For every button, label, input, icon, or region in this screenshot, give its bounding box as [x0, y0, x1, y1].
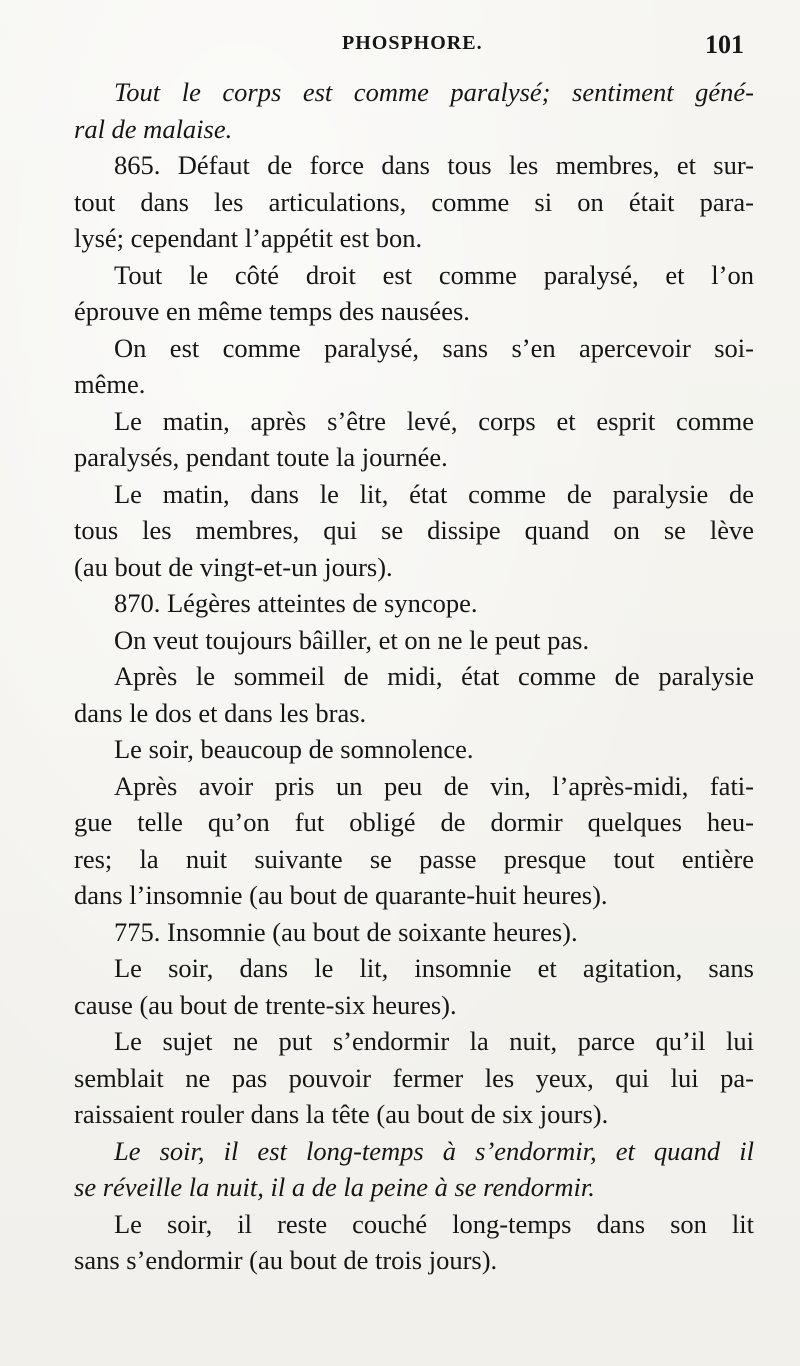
text-line: Le soir, dans le lit, insomnie et agitation, sans [114, 953, 754, 983]
text-line: raissaient rouler dans la tête (au bout de six jours). [74, 1099, 609, 1129]
text-line: paralysés, pendant toute la journée. [74, 442, 448, 472]
text-line: Tout le côté droit est comme paralysé, et l’on [114, 259, 754, 290]
page-header [0, 28, 800, 64]
text-line: On veut toujours bâiller, et on ne le peut pas. [114, 624, 590, 655]
text-line: tous les membres, qui se dissipe quand on se lève [74, 515, 754, 545]
text-line: Le soir, il est long-temps à s’endormir, et quand il [114, 1135, 754, 1166]
text-line: (au bout de vingt-et-un jours). [74, 551, 393, 582]
text-line: ral de malaise. [74, 113, 233, 144]
text-line: 865. Défaut de force dans tous les membres, et sur- [114, 150, 754, 180]
text-line: même. [74, 369, 146, 399]
text-line: lysé; cependant l’appétit est bon. [74, 223, 423, 253]
text-line: dans l’insomnie (au bout de quarante-huit heures). [74, 880, 608, 910]
running-title: PHOSPHORE. [342, 32, 483, 54]
text-line: 775. Insomnie (au bout de soixante heures). [114, 916, 578, 947]
text-line: On est comme paralysé, sans s’en apercevoir soi- [114, 332, 754, 363]
text-line: Le soir, il reste couché long-temps dans son lit [114, 1208, 754, 1239]
text-line: Tout le corps est comme paralysé; sentiment géné- [114, 77, 754, 107]
text-line: sans s’endormir (au bout de trois jours). [74, 1245, 498, 1275]
text-line: Le sujet ne put s’endormir la nuit, parce qu’il lui [114, 1026, 754, 1056]
text-line: semblait ne pas pouvoir fermer les yeux, qui lui pa- [74, 1062, 754, 1093]
page-number: 101 [705, 30, 744, 59]
text-line: Le matin, après s’être levé, corps et esprit comme [114, 405, 754, 436]
text-line: tout dans les articulations, comme si on était para- [74, 186, 754, 217]
text-line: Le soir, beaucoup de somnolence. [114, 734, 474, 764]
page-body-text [74, 74, 754, 1279]
text-line: Le matin, dans le lit, état comme de paralysie de [114, 478, 754, 509]
text-line: Après le sommeil de midi, état comme de paralysie [114, 661, 754, 691]
text-line: res; la nuit suivante se passe presque tout entière [74, 843, 754, 874]
text-line: cause (au bout de trente-six heures). [74, 989, 457, 1020]
text-line: 870. Légères atteintes de syncope. [114, 588, 478, 618]
text-line: gue telle qu’on fut obligé de dormir quelques heu- [74, 807, 754, 837]
text-line: éprouve en même temps des nausées. [74, 296, 470, 326]
text-line: se réveille la nuit, il a de la peine à se rendormir. [74, 1172, 595, 1202]
text-line: dans le dos et dans les bras. [74, 697, 367, 728]
text-line: Après avoir pris un peu de vin, l’après-midi, fati- [114, 770, 754, 801]
